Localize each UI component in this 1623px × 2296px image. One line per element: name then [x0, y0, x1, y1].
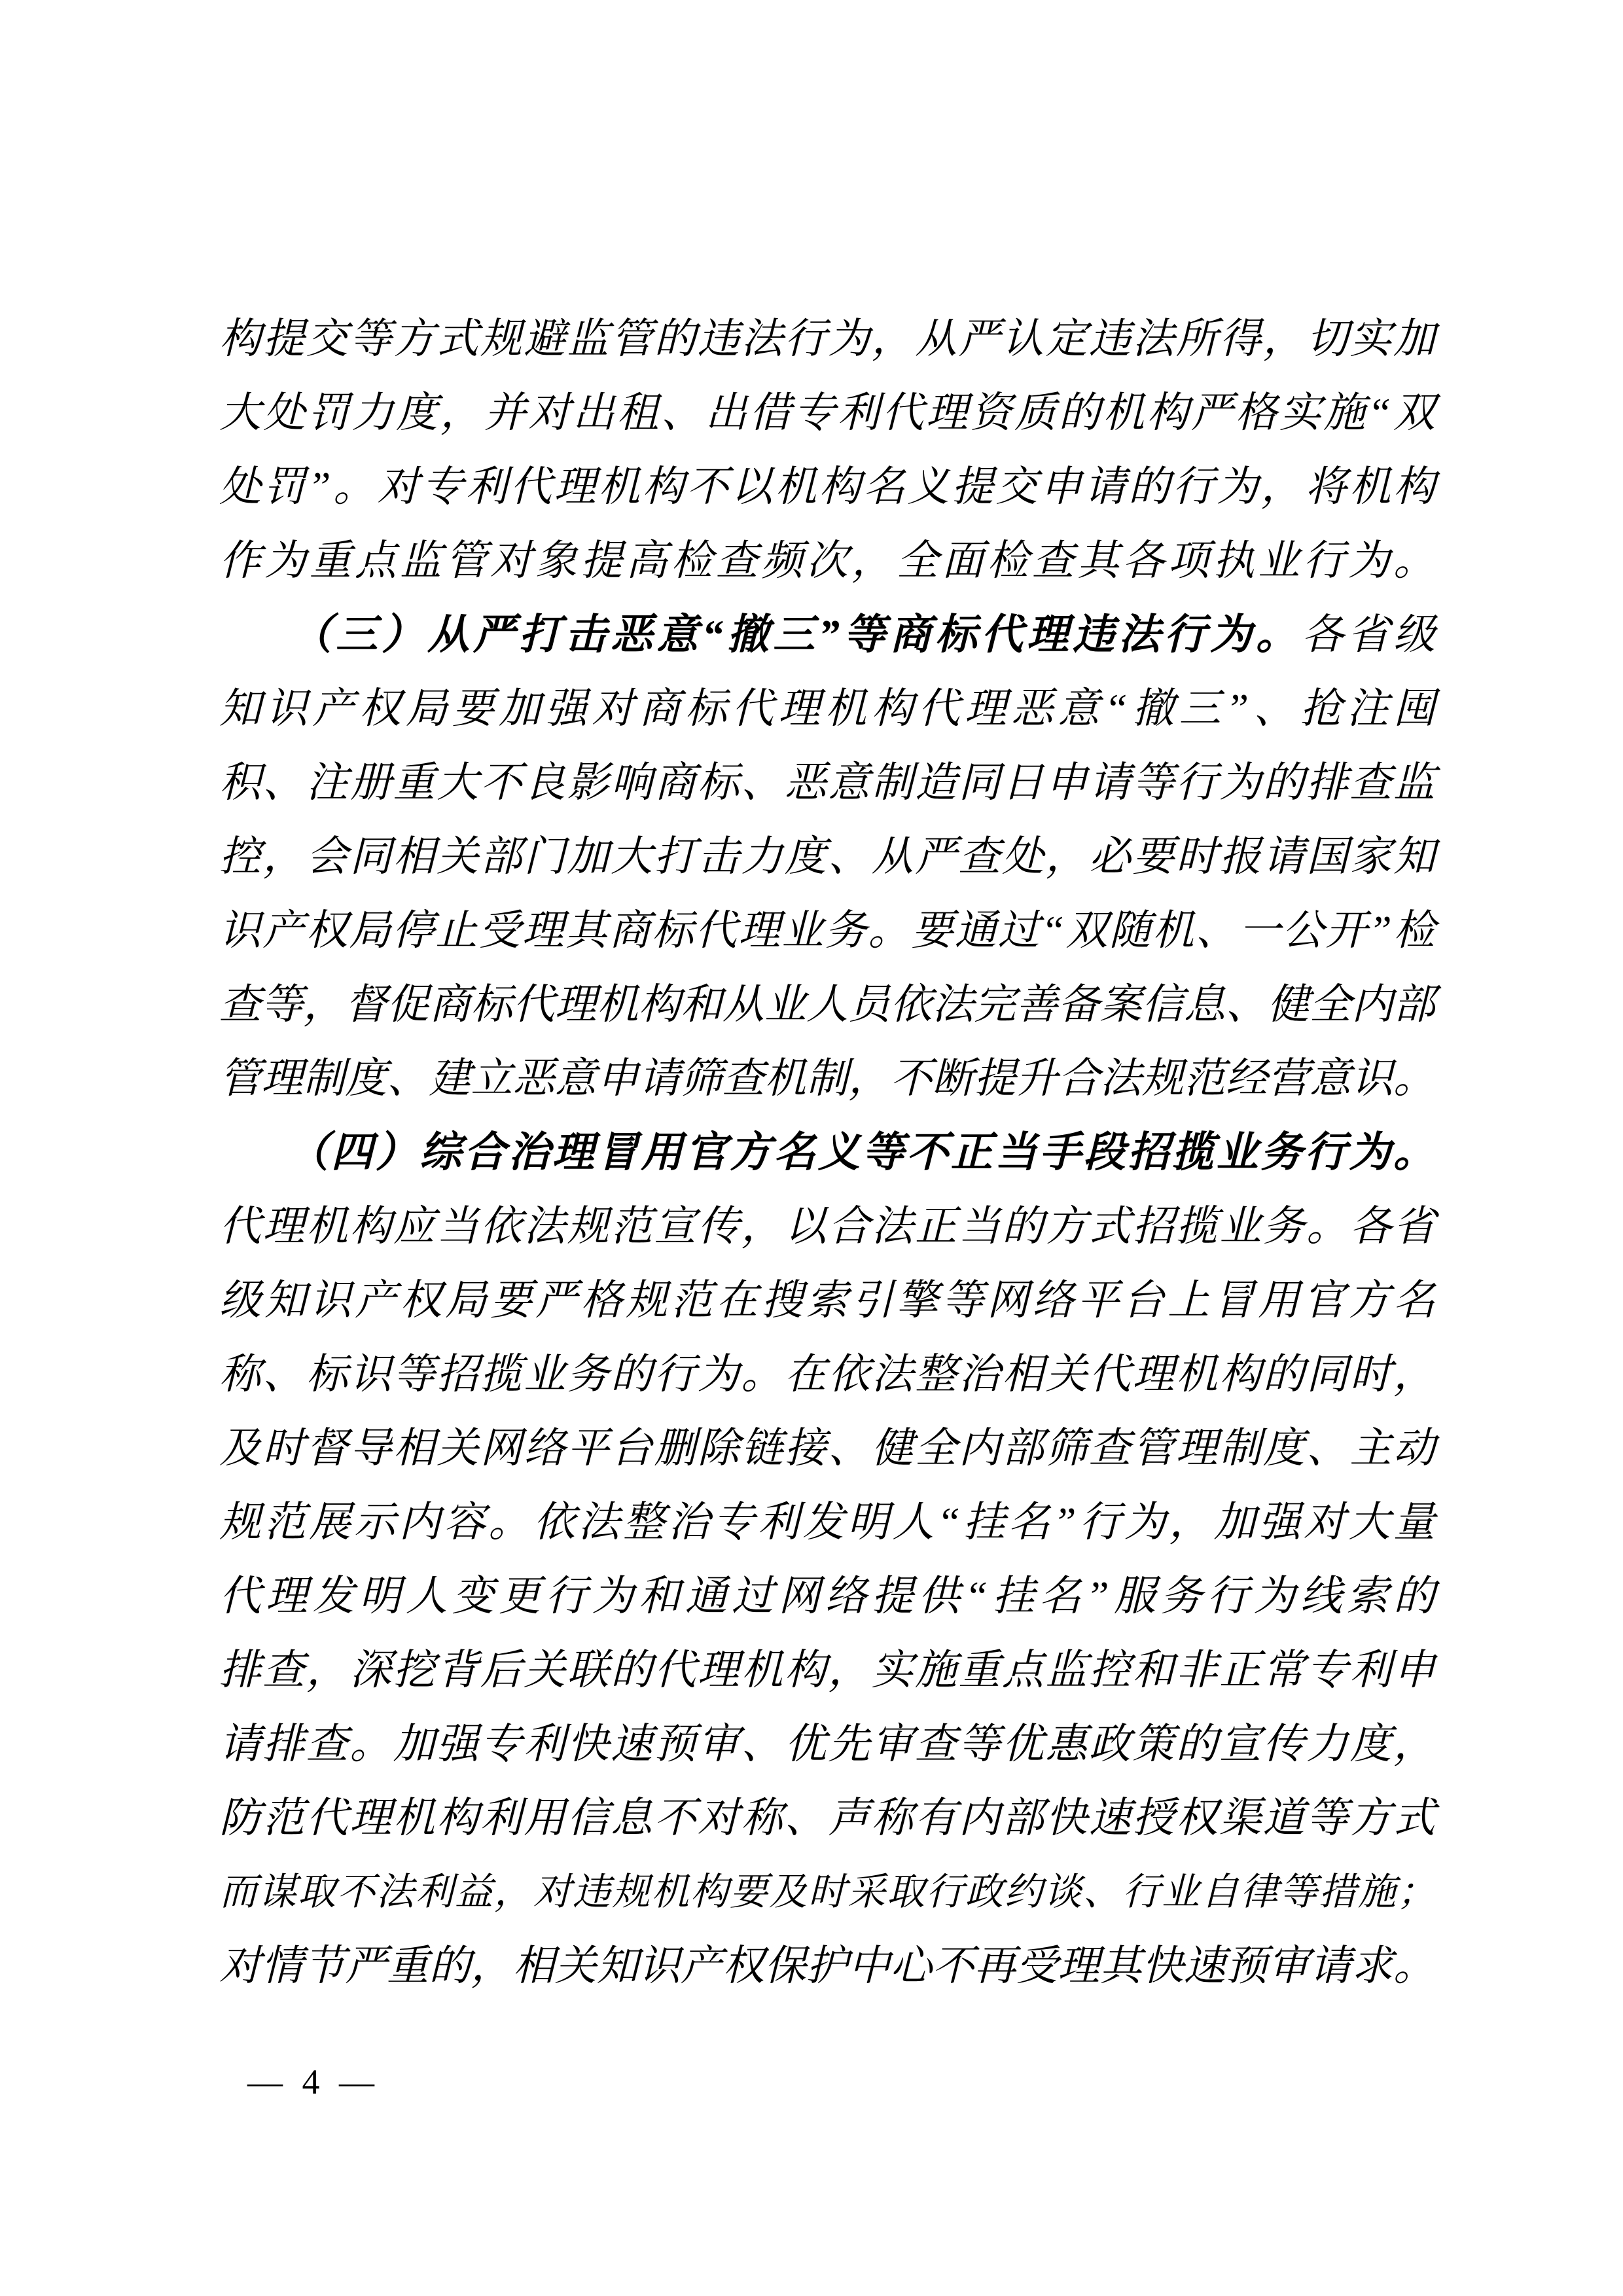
line-text: 级知识产权局要严格规范在搜索引擎等网络平台上冒用官方名 [219, 1277, 1435, 1323]
line-text: 控，会同相关部门加大打击力度、从严查处，必要时报请国家知 [219, 833, 1435, 880]
text-line [219, 524, 1435, 598]
text-line [219, 1707, 1435, 1781]
line-text: 积、注册重大不良影响商标、恶意制造同日申请等行为的排查监 [219, 759, 1435, 806]
line-text: 查等，督促商标代理机构和从业人员依法完善备案信息、健全内部 [219, 981, 1435, 1028]
line-text: 规范展示内容。依法整治专利发明人“挂名”行为，加强对大量 [219, 1499, 1435, 1545]
section-heading-line [219, 1115, 1435, 1189]
text-line [219, 1189, 1435, 1263]
line-text: 防范代理机构利用信息不对称、声称有内部快速授权渠道等方式 [219, 1795, 1435, 1841]
text-line [219, 1633, 1435, 1707]
text-line [219, 1929, 1435, 2003]
line-text: 而谋取不法利益，对违规机构要及时采取行政约谈、行业自律等措施； [219, 1871, 1435, 1913]
line-text: 构提交等方式规避监管的违法行为，从严认定违法所得，切实加 [219, 315, 1435, 362]
text-line [219, 1485, 1435, 1559]
text-line [219, 745, 1435, 819]
line-text: 及时督导相关网络平台删除链接、健全内部筛查管理制度、主动 [219, 1425, 1435, 1471]
text-line [219, 1559, 1435, 1633]
text-line [219, 302, 1435, 376]
text-line [219, 1263, 1435, 1337]
page-number: — 4 — [247, 2062, 380, 2102]
text-line [219, 819, 1435, 893]
text-line [219, 1337, 1435, 1411]
line-text: 代理发明人变更行为和通过网络提供“挂名”服务行为线索的 [219, 1573, 1435, 1619]
text-line [219, 1855, 1435, 1929]
line-text: 对情节严重的，相关知识产权保护中心不再受理其快速预审请求。 [219, 1943, 1435, 1989]
line-text: 请排查。加强专利快速预审、优先审查等优惠政策的宣传力度， [219, 1721, 1435, 1767]
line-text: 称、标识等招揽业务的行为。在依法整治相关代理机构的同时， [219, 1351, 1435, 1397]
line-text: 知识产权局要加强对商标代理机构代理恶意“撤三”、抢注囤 [219, 685, 1435, 732]
section-heading-3: （三）从严打击恶意“撤三”等商标代理违法行为。 [219, 611, 1302, 658]
text-line [219, 1411, 1435, 1485]
line-text: 排查，深挖背后关联的代理机构，实施重点监控和非正常专利申 [219, 1647, 1435, 1693]
line-text: 代理机构应当依法规范宣传，以合法正当的方式招揽业务。各省 [219, 1203, 1435, 1249]
text-line [219, 967, 1435, 1041]
line-text: 作为重点监管对象提高检查频次，全面检查其各项执业行为。 [219, 537, 1435, 584]
text-line [219, 450, 1435, 524]
text-line [219, 672, 1435, 745]
text-block [219, 302, 1435, 2003]
line-text: 处罚”。对专利代理机构不以机构名义提交申请的行为，将机构 [219, 463, 1435, 510]
line-text: 各省级 [1302, 611, 1435, 658]
text-line [219, 1041, 1435, 1115]
text-line [219, 893, 1435, 967]
section-heading-line [219, 598, 1435, 672]
line-text: 大处罚力度，并对出租、出借专利代理资质的机构严格实施“双 [219, 389, 1435, 436]
text-line [219, 1781, 1435, 1855]
line-text: 管理制度、建立恶意申请筛查机制，不断提升合法规范经营意识。 [219, 1055, 1435, 1102]
text-line [219, 376, 1435, 450]
line-text: 识产权局停止受理其商标代理业务。要通过“双随机、一公开”检 [219, 907, 1435, 954]
section-heading-4: （四）综合治理冒用官方名义等不正当手段招揽业务行为。 [219, 1129, 1435, 1175]
